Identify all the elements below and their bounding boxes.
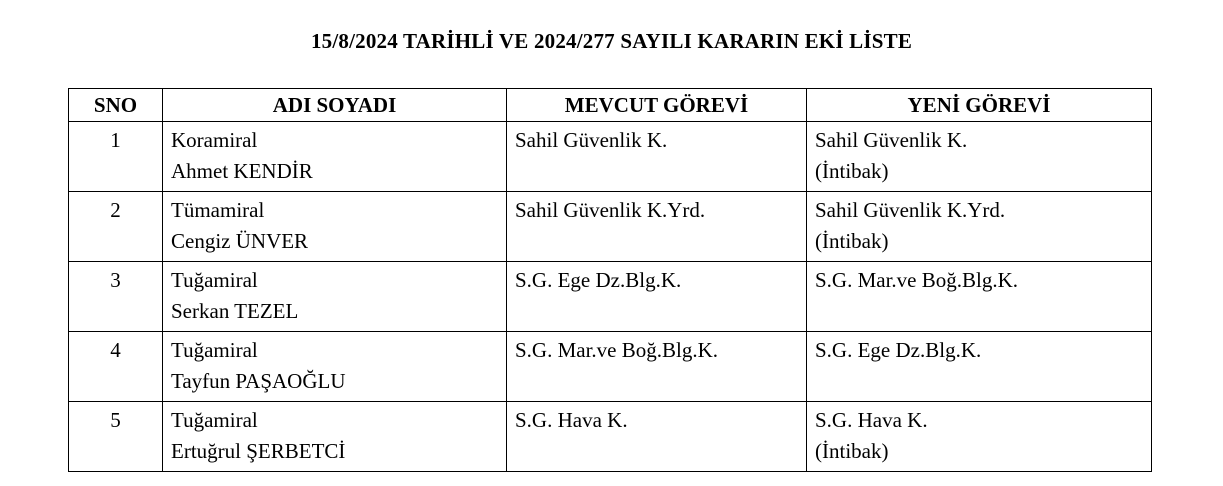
cell-current-duty <box>507 332 807 402</box>
cell-current-duty <box>507 122 807 192</box>
new-duty-text: S.G. Hava K. <box>815 408 928 432</box>
table-header-row <box>69 89 1152 122</box>
cell-new-duty <box>807 262 1152 332</box>
column-header-current-duty: MEVCUT GÖREVİ <box>507 89 807 122</box>
cell-name <box>163 192 507 262</box>
cell-current-duty <box>507 192 807 262</box>
cell-sno: 3 <box>69 262 163 332</box>
table-row <box>69 192 1152 262</box>
cell-sno: 1 <box>69 122 163 192</box>
table-row <box>69 262 1152 332</box>
cell-sno: 4 <box>69 332 163 402</box>
cell-sno: 5 <box>69 402 163 472</box>
table-row <box>69 122 1152 192</box>
rank-text: Tuğamiral <box>171 338 258 362</box>
person-name: Ertuğrul ŞERBETCİ <box>171 439 346 463</box>
cell-current-duty <box>507 402 807 472</box>
current-duty-text: S.G. Mar.ve Boğ.Blg.K. <box>515 338 719 362</box>
new-duty-note: (İntibak) <box>815 229 889 253</box>
person-name: Cengiz ÜNVER <box>171 229 309 253</box>
cell-new-duty <box>807 332 1152 402</box>
current-duty-text: Sahil Güvenlik K. <box>515 128 668 152</box>
cell-current-duty <box>507 262 807 332</box>
column-header-new-duty: YENİ GÖREVİ <box>807 89 1152 122</box>
rank-text: Tümamiral <box>171 198 265 222</box>
appointment-list-table <box>68 88 1152 472</box>
new-duty-text: Sahil Güvenlik K. <box>815 128 968 152</box>
column-header-name: ADI SOYADI <box>163 89 507 122</box>
cell-name <box>163 402 507 472</box>
cell-sno: 2 <box>69 192 163 262</box>
cell-name <box>163 332 507 402</box>
current-duty-text: S.G. Ege Dz.Blg.K. <box>515 268 682 292</box>
document-title: 15/8/2024 TARİHLİ VE 2024/277 SAYILI KARARIN EKİ LİSTE <box>310 29 913 53</box>
table-row <box>69 402 1152 472</box>
cell-new-duty <box>807 122 1152 192</box>
cell-new-duty <box>807 402 1152 472</box>
cell-new-duty <box>807 192 1152 262</box>
new-duty-text: S.G. Ege Dz.Blg.K. <box>815 338 982 362</box>
new-duty-text: S.G. Mar.ve Boğ.Blg.K. <box>815 268 1019 292</box>
new-duty-note: (İntibak) <box>815 159 889 183</box>
cell-name <box>163 122 507 192</box>
rank-text: Tuğamiral <box>171 408 258 432</box>
person-name: Ahmet KENDİR <box>171 159 313 183</box>
column-header-sno: SNO <box>69 89 163 122</box>
rank-text: Koramiral <box>171 128 258 152</box>
table-row <box>69 332 1152 402</box>
new-duty-text: Sahil Güvenlik K.Yrd. <box>815 198 1006 222</box>
current-duty-text: S.G. Hava K. <box>515 408 628 432</box>
rank-text: Tuğamiral <box>171 268 258 292</box>
cell-name <box>163 262 507 332</box>
person-name: Serkan TEZEL <box>171 299 299 323</box>
new-duty-note: (İntibak) <box>815 439 889 463</box>
current-duty-text: Sahil Güvenlik K.Yrd. <box>515 198 706 222</box>
person-name: Tayfun PAŞAOĞLU <box>171 369 346 393</box>
